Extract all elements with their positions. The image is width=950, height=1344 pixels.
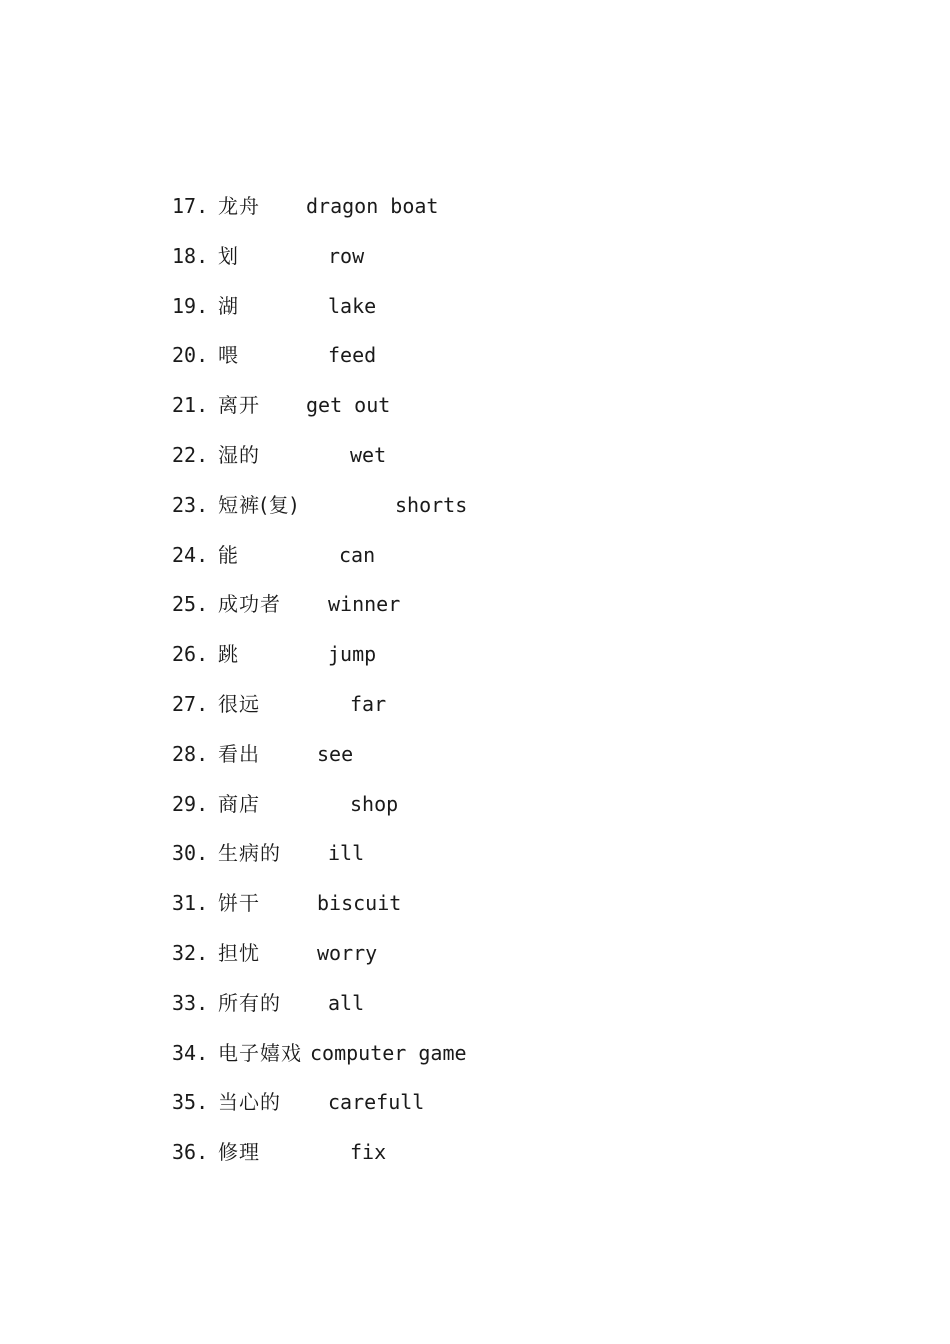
english-term: carefull [328, 1090, 425, 1115]
english-term: shorts [395, 492, 468, 517]
chinese-term: 离开 [218, 393, 260, 418]
item-number: 32. [172, 940, 209, 965]
item-number: 27. [172, 691, 209, 716]
chinese-term: 商店 [218, 791, 260, 816]
item-number: 26. [172, 642, 209, 667]
chinese-term: 龙舟 [218, 194, 260, 218]
chinese-term: 划 [218, 243, 239, 268]
english-term: winner [328, 592, 401, 617]
english-term: lake [328, 293, 377, 318]
chinese-term: 生病的 [218, 841, 281, 866]
item-number: 35. [172, 1090, 209, 1115]
chinese-term: 很远 [218, 691, 260, 716]
item-number: 25. [172, 592, 209, 617]
english-term: row [328, 243, 365, 268]
chinese-term: 当心的 [218, 1090, 281, 1115]
english-term: wet [350, 442, 387, 467]
english-term: far [350, 691, 387, 716]
item-number: 29. [172, 791, 209, 816]
english-term: shop [350, 791, 399, 816]
english-term: ill [328, 841, 365, 866]
chinese-term: 喂 [218, 343, 239, 368]
english-term: biscuit [317, 891, 402, 916]
item-number: 18. [172, 243, 209, 268]
item-number: 20. [172, 343, 209, 368]
english-term: feed [328, 343, 377, 368]
item-number: 34. [172, 1040, 209, 1065]
item-number: 22. [172, 442, 209, 467]
item-number: 17. [172, 194, 209, 218]
item-number: 21. [172, 393, 209, 418]
english-term: fix [350, 1140, 387, 1165]
item-number: 28. [172, 741, 209, 766]
english-term: jump [328, 642, 377, 667]
chinese-term: 湖 [218, 293, 239, 318]
chinese-term: 修理 [218, 1140, 260, 1165]
item-number: 33. [172, 990, 209, 1015]
chinese-term: 看出 [218, 741, 260, 766]
english-term: worry [317, 940, 378, 965]
chinese-term: 饼干 [218, 891, 260, 916]
chinese-term: 所有的 [218, 990, 281, 1015]
chinese-term: 电子嬉戏 [218, 1040, 302, 1065]
chinese-term: 成功者 [218, 592, 281, 617]
chinese-term: 短裤(复) [218, 492, 299, 517]
chinese-term: 跳 [218, 642, 239, 667]
item-number: 24. [172, 542, 209, 567]
item-number: 36. [172, 1140, 209, 1165]
item-number: 19. [172, 293, 209, 318]
item-number: 30. [172, 841, 209, 866]
chinese-term: 能 [218, 542, 239, 567]
item-number: 23. [172, 492, 209, 517]
chinese-term: 湿的 [218, 442, 260, 467]
english-term: can [339, 542, 376, 567]
english-term: get out [306, 393, 391, 418]
chinese-term: 担忧 [218, 940, 260, 965]
english-term: see [317, 741, 354, 766]
item-number: 31. [172, 891, 209, 916]
english-term: computer game [310, 1040, 467, 1065]
english-term: dragon boat [306, 194, 439, 218]
english-term: all [328, 990, 365, 1015]
